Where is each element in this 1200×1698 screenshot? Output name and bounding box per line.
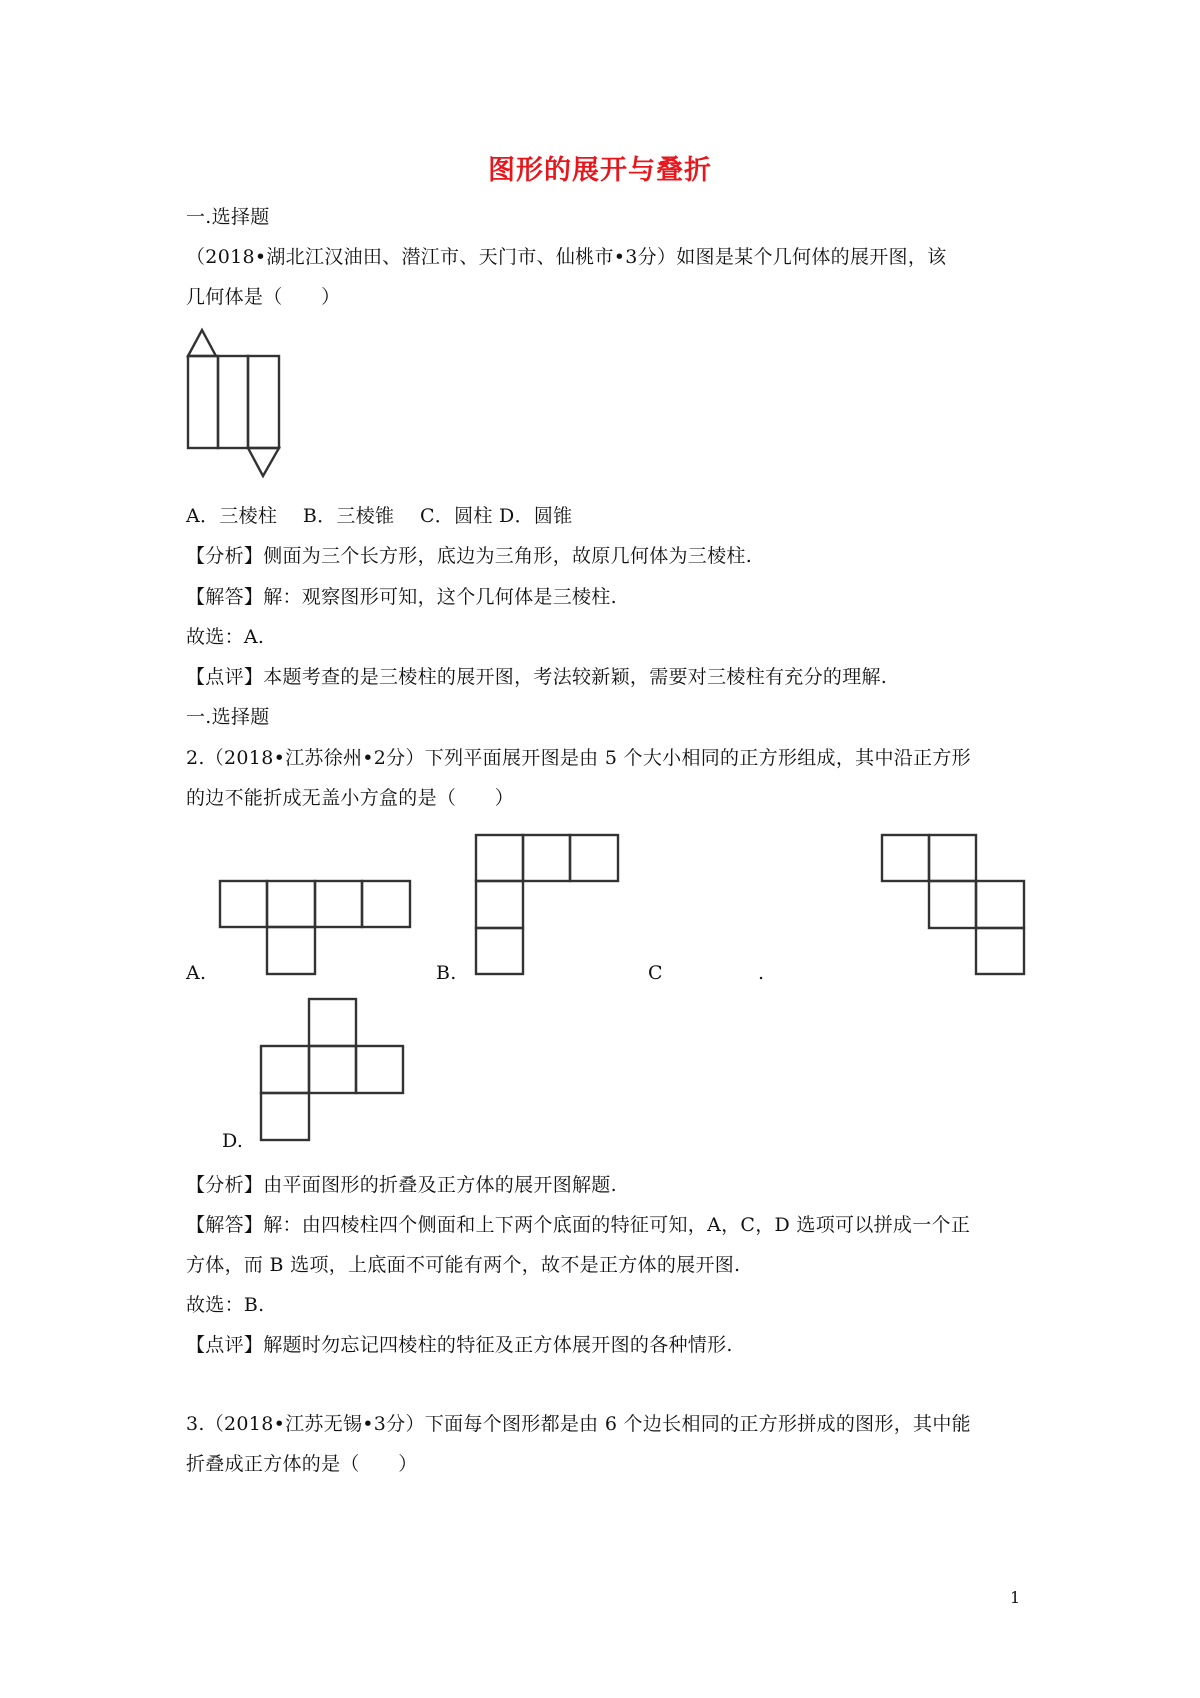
page-title: 图形的展开与叠折 (488, 155, 712, 186)
q1-stem-line1: （2018•湖北江汉油田、潜江市、天门市、仙桃市•3分）如图是某个几何体的展开图，该 (186, 246, 947, 268)
net-square (976, 881, 1024, 928)
net-square (309, 999, 356, 1046)
q2-answer-line2: 方体，而 B 选项，上底面不可能有两个，故不是正方体的展开图. (186, 1254, 741, 1276)
section-heading: 一.选择题 (186, 206, 270, 228)
net-square (220, 881, 267, 927)
triangular-prism-net-figure (186, 326, 296, 486)
net-square (356, 1046, 403, 1093)
net-square (476, 881, 523, 928)
net-triangle-bottom (248, 448, 279, 476)
net-face (188, 356, 218, 448)
section-heading: 一.选择题 (186, 706, 270, 728)
q2-stem-line2: 的边不能折成无盖小方盒的是（ ） (186, 787, 515, 809)
q1-analysis: 【分析】侧面为三个长方形，底边为三角形，故原几何体为三棱柱. (186, 545, 753, 567)
option-a-label: A. (186, 962, 207, 984)
q2-choice: 故选：B. (186, 1294, 265, 1316)
option-d-net-figure (260, 998, 420, 1148)
net-square (976, 928, 1024, 974)
option-b-net-figure (475, 834, 625, 984)
net-square (476, 928, 523, 974)
net-square (929, 881, 976, 928)
net-square (476, 835, 523, 881)
net-face (248, 356, 279, 448)
net-square (267, 881, 315, 927)
q2-stem-line1: 2.（2018•江苏徐州•2分）下列平面展开图是由 5 个大小相同的正方形组成，其中沿正方形 (186, 747, 971, 769)
q3-stem-line2: 折叠成正方体的是（ ） (186, 1453, 418, 1475)
q1-options: A．三棱柱 B．三棱锥 C．圆柱 D．圆锥 (186, 505, 573, 527)
q2-comment: 【点评】解题时勿忘记四棱柱的特征及正方体展开图的各种情形. (186, 1334, 733, 1356)
q1-choice: 故选：A. (186, 626, 265, 648)
page-number: 1 (1010, 1588, 1021, 1607)
option-c-net-figure (881, 834, 1031, 984)
q1-stem-line2: 几何体是（ ） (186, 286, 341, 308)
q3-stem-line1: 3.（2018•江苏无锡•3分）下面每个图形都是由 6 个边长相同的正方形拼成的图形，其中能 (186, 1413, 971, 1435)
net-square (570, 835, 618, 881)
option-c-dot: . (758, 962, 765, 984)
q2-analysis: 【分析】由平面图形的折叠及正方体的展开图解题. (186, 1174, 617, 1196)
net-square (882, 835, 929, 881)
net-square (309, 1046, 356, 1093)
q1-comment: 【点评】本题考查的是三棱柱的展开图，考法较新颖，需要对三棱柱有充分的理解. (186, 666, 888, 688)
net-square (315, 881, 362, 927)
net-triangle-top (188, 330, 216, 356)
net-square (929, 835, 976, 881)
net-square (362, 881, 410, 927)
net-square (523, 835, 570, 881)
net-square (267, 927, 315, 974)
option-a-net-figure (219, 880, 419, 980)
option-c-label: C (648, 962, 663, 984)
net-square (261, 1046, 309, 1093)
q1-answer: 【解答】解：观察图形可知，这个几何体是三棱柱. (186, 586, 617, 608)
option-b-label: B. (436, 962, 457, 984)
net-face (218, 356, 248, 448)
q2-answer-line1: 【解答】解：由四棱柱四个侧面和上下两个底面的特征可知，A，C，D 选项可以拼成一个正 (186, 1214, 971, 1236)
option-d-label: D. (222, 1130, 244, 1152)
net-square (261, 1093, 309, 1140)
